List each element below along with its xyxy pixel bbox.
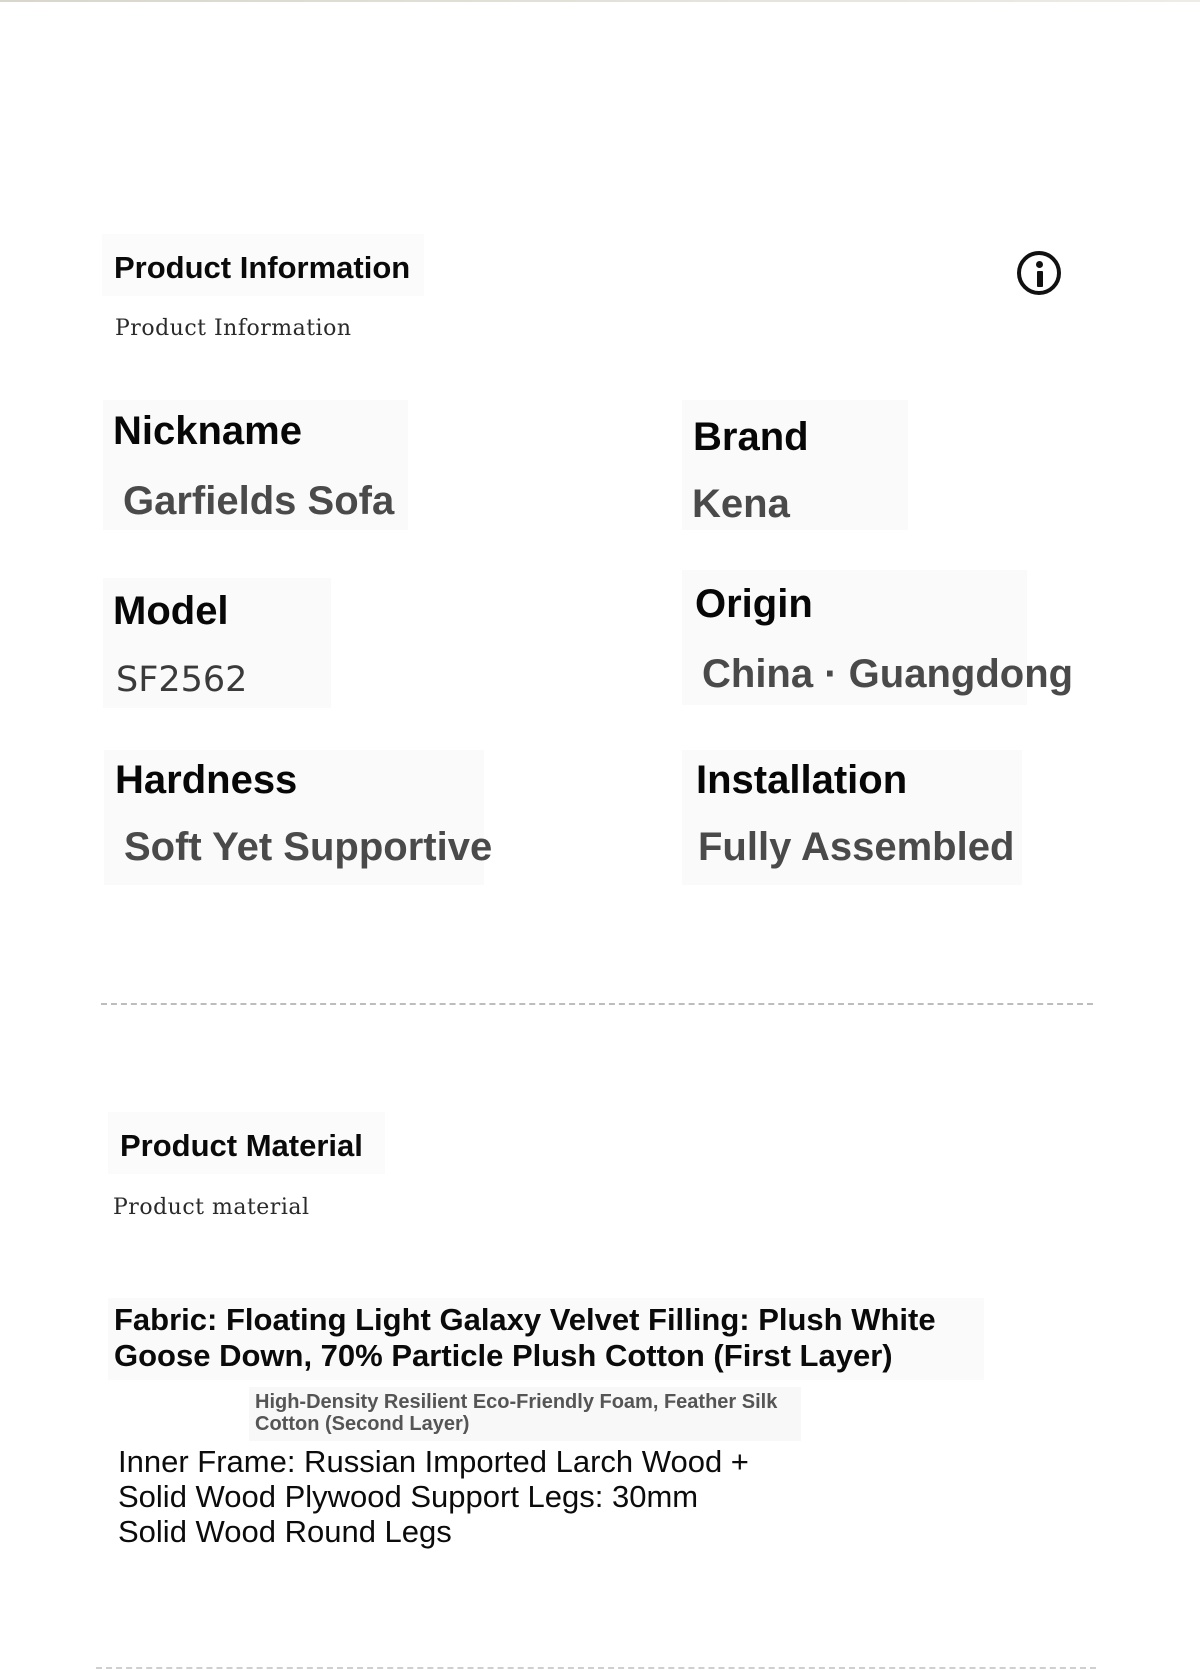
material-line: Fabric: Floating Light Galaxy Velvet Filling: Plush White — [114, 1302, 936, 1337]
material-line: Inner Frame: Russian Imported Larch Wood + — [118, 1444, 749, 1479]
info-circle-icon[interactable] — [1017, 251, 1061, 295]
material-line: Cotton (Second Layer) — [255, 1413, 470, 1435]
hardness-value: Soft Yet Supportive — [124, 825, 493, 869]
installation-value: Fully Assembled — [698, 825, 1015, 869]
brand-value: Kena — [692, 482, 790, 526]
top-divider — [0, 0, 1200, 2]
material-frame-legs — [118, 1444, 749, 1549]
material-line: Goose Down, 70% Particle Plush Cotton (First Layer) — [114, 1338, 893, 1373]
nickname-value: Garfields Sofa — [123, 479, 395, 523]
material-line: High-Density Resilient Eco-Friendly Foam, Feather Silk — [255, 1391, 778, 1413]
material-second-layer — [249, 1387, 801, 1441]
bottom-divider — [96, 1667, 1096, 1669]
model-value: SF2562 — [116, 660, 248, 700]
material-line: Solid Wood Round Legs — [118, 1514, 452, 1549]
material-fabric-filling — [108, 1298, 984, 1380]
material-line: Solid Wood Plywood Support Legs: 30mm — [118, 1479, 699, 1514]
brand-label: Brand — [693, 415, 809, 459]
section-title-product-material: Product Material — [108, 1112, 385, 1174]
model-label: Model — [113, 589, 229, 633]
section-subtitle-product-information: Product Information — [115, 316, 352, 341]
nickname-label: Nickname — [113, 409, 302, 453]
section-divider — [101, 1003, 1093, 1005]
section-subtitle-product-material: Product material — [113, 1195, 310, 1220]
origin-label: Origin — [695, 582, 813, 626]
section-title-product-information: Product Information — [102, 234, 424, 296]
hardness-label: Hardness — [115, 758, 298, 802]
installation-label: Installation — [696, 758, 908, 802]
origin-value: China · Guangdong — [702, 652, 1074, 696]
